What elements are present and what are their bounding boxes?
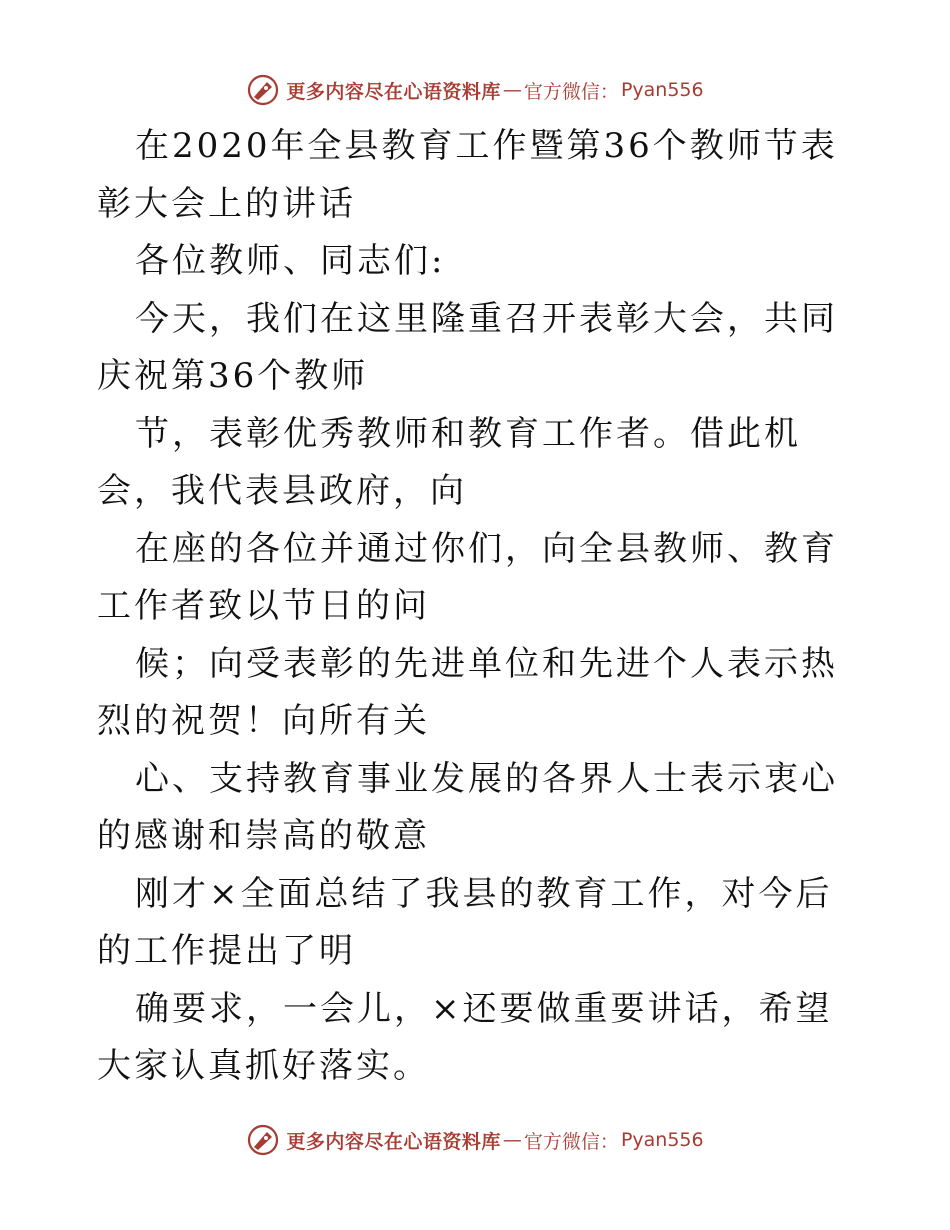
paragraph: 在座的各位并通过你们，向全县教师、教育工作者致以节日的问 — [97, 528, 838, 626]
pen-nib-logo-icon — [246, 1123, 280, 1157]
document-body — [97, 118, 853, 1096]
banner-wechat-id: Pyan556 — [620, 1129, 704, 1151]
footer-watermark-banner — [0, 1120, 950, 1160]
banner-brand-text: 更多内容尽在心语资料库 — [286, 1130, 501, 1153]
banner-wechat-label: 官方微信： — [523, 80, 619, 103]
banner-separator: — — [502, 1129, 522, 1151]
banner-wechat-label: 官方微信： — [523, 1130, 619, 1153]
paragraph: 刚才×全面总结了我县的教育工作，对今后的工作提出了明 — [97, 873, 833, 971]
banner-wechat-id: Pyan556 — [620, 79, 704, 101]
banner-separator: — — [502, 79, 522, 101]
paragraph: 心、支持教育事业发展的各界人士表示衷心的感谢和崇高的敬意 — [97, 758, 838, 856]
banner-brand-text: 更多内容尽在心语资料库 — [286, 80, 501, 103]
paragraph: 候；向受表彰的先进单位和先进个人表示热烈的祝贺！向所有关 — [97, 643, 838, 741]
paragraph: 确要求，一会儿，×还要做重要讲话，希望大家认真抓好落实。 — [97, 988, 833, 1086]
salutation: 各位教师、同志们: — [135, 241, 446, 281]
paragraph: 节，表彰优秀教师和教育工作者。借此机会，我代表县政府，向 — [97, 413, 801, 511]
pen-nib-logo-icon — [246, 73, 280, 107]
document-title: 在2020年全县教育工作暨第36个教师节表彰大会上的讲话 — [97, 126, 838, 224]
paragraph: 今天，我们在这里隆重召开表彰大会，共同庆祝第36个教师 — [97, 298, 838, 396]
header-watermark-banner — [0, 70, 950, 110]
